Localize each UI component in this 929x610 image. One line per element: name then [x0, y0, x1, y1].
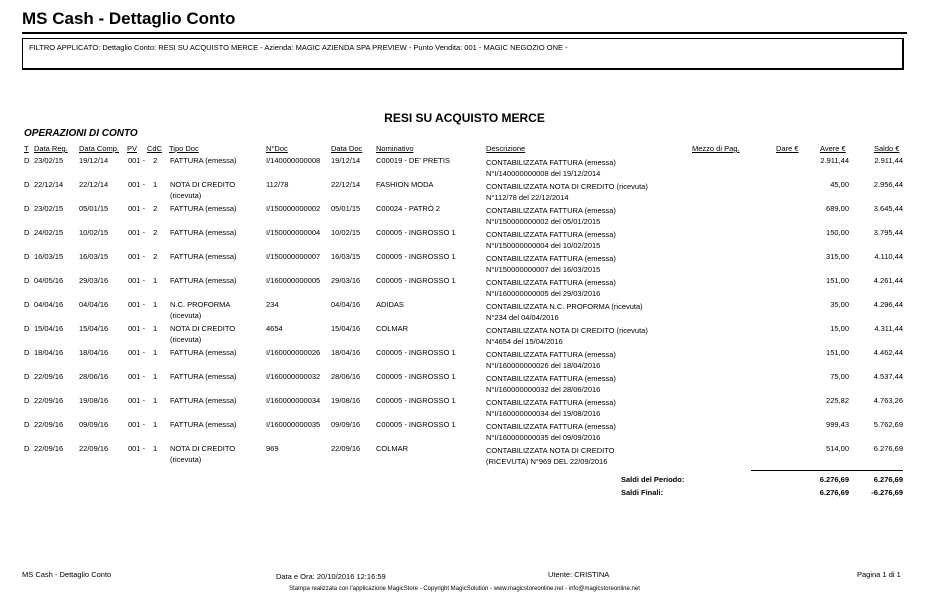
cell-descrizione: CONTABILIZZATA NOTA DI CREDITO (ricevuta): [486, 326, 648, 335]
footer-credit: Stampa realizzata con l'applicazione MagicStore - Copyright MagicSolution - www.magicstoreonline.net - info@magicstoreonline.net: [289, 586, 640, 592]
cell-cdc: 2: [153, 156, 158, 165]
cell-tipo-doc: FATTURA (emessa): [170, 420, 237, 429]
cell-pv: 001 -: [128, 324, 146, 333]
cell-avere: 45,00: [830, 180, 849, 189]
cell-data-doc: 22/12/14: [331, 180, 361, 189]
cell-avere: 35,00: [830, 300, 849, 309]
cell-data-comp: 18/04/16: [79, 348, 109, 357]
cell-descrizione-2: (RICEVUTA) N°969 DEL 22/09/2016: [486, 457, 608, 466]
cell-ndoc: 234: [266, 300, 279, 309]
cell-cdc: 1: [153, 300, 158, 309]
footer-report-name: MS Cash - Dettaglio Conto: [22, 570, 112, 579]
cell-t: D: [24, 204, 30, 213]
cell-descrizione: CONTABILIZZATA NOTA DI CREDITO (ricevuta): [486, 182, 648, 191]
cell-avere: 150,00: [826, 228, 849, 237]
col-header-dare: Dare €: [776, 144, 799, 153]
cell-data-reg: 22/09/16: [34, 396, 64, 405]
cell-data-comp: 28/06/16: [79, 372, 109, 381]
cell-nominativo: C00005 - INGROSSO 1: [376, 348, 456, 357]
cell-ndoc: I/160000000034: [266, 396, 321, 405]
cell-cdc: 1: [153, 324, 158, 333]
cell-data-reg: 22/12/14: [34, 180, 64, 189]
cell-tipo-doc: FATTURA (emessa): [170, 252, 237, 261]
cell-descrizione: CONTABILIZZATA FATTURA (emessa): [486, 374, 616, 383]
cell-data-reg: 16/03/15: [34, 252, 64, 261]
col-header-cdc: CdC: [147, 144, 163, 153]
col-header-descrizione: Descrizione: [486, 144, 526, 153]
cell-data-comp: 10/02/15: [79, 228, 109, 237]
cell-tipo-doc-2: (ricevuta): [170, 311, 202, 320]
cell-avere: 514,00: [826, 444, 849, 453]
filter-text: FILTRO APPLICATO: Dettaglio Conto: RESI SU ACQUISTO MERCE - Azienda: MAGIC AZIENDA SPA PREVIEW - Punto Vendita: 001 - MAGIC NEGOZIO ONE -: [29, 43, 568, 52]
cell-ndoc: 4654: [266, 324, 283, 333]
cell-pv: 001 -: [128, 348, 146, 357]
cell-avere: 999,43: [826, 420, 849, 429]
cell-t: D: [24, 348, 30, 357]
cell-ndoc: I/140000000008: [266, 156, 321, 165]
cell-cdc: 1: [153, 276, 158, 285]
cell-tipo-doc: FATTURA (emessa): [170, 348, 237, 357]
cell-saldo: 3.795,44: [873, 228, 903, 237]
col-header-data-doc: Data Doc: [331, 144, 363, 153]
cell-descrizione: CONTABILIZZATA FATTURA (emessa): [486, 230, 616, 239]
cell-tipo-doc: FATTURA (emessa): [170, 276, 237, 285]
cell-data-reg: 24/02/15: [34, 228, 64, 237]
cell-descrizione-2: N°234 del 04/04/2016: [486, 313, 559, 322]
cell-data-reg: 18/04/16: [34, 348, 64, 357]
cell-descrizione-2: N°I/160000000005 del 29/03/2016: [486, 289, 601, 298]
cell-ndoc: 969: [266, 444, 279, 453]
cell-descrizione: CONTABILIZZATA NOTA DI CREDITO: [486, 446, 615, 455]
cell-data-comp: 19/12/14: [79, 156, 109, 165]
cell-saldo: 4.763,26: [873, 396, 903, 405]
cell-data-reg: 23/02/15: [34, 156, 64, 165]
footer-page: Pagina 1 di 1: [857, 570, 901, 579]
cell-cdc: 1: [153, 396, 158, 405]
cell-descrizione-2: N°112/78 del 22/12/2014: [486, 193, 569, 202]
saldi-periodo-avere: 6.276,69: [819, 475, 849, 484]
cell-avere: 315,00: [826, 252, 849, 261]
cell-nominativo: C00024 - PATRÒ 2: [376, 204, 440, 213]
col-header-data-comp: Data Comp.: [79, 144, 120, 153]
cell-cdc: 1: [153, 444, 158, 453]
cell-data-reg: 04/04/16: [34, 300, 64, 309]
cell-nominativo: C00005 - INGROSSO 1: [376, 372, 456, 381]
cell-cdc: 1: [153, 372, 158, 381]
cell-descrizione: CONTABILIZZATA FATTURA (emessa): [486, 422, 616, 431]
cell-ndoc: I/160000000032: [266, 372, 321, 381]
cell-descrizione-2: N°I/160000000032 del 28/06/2016: [486, 385, 601, 394]
cell-pv: 001 -: [128, 228, 146, 237]
cell-t: D: [24, 444, 30, 453]
title-divider: [22, 32, 907, 34]
cell-descrizione-2: N°4654 del 15/04/2016: [486, 337, 563, 346]
cell-avere: 225,82: [826, 396, 849, 405]
cell-descrizione: CONTABILIZZATA N.C. PROFORMA (ricevuta): [486, 302, 643, 311]
cell-tipo-doc: N.C. PROFORMA: [170, 300, 231, 309]
cell-pv: 001 -: [128, 420, 146, 429]
cell-data-reg: 23/02/15: [34, 204, 64, 213]
cell-pv: 001 -: [128, 444, 146, 453]
cell-descrizione: CONTABILIZZATA FATTURA (emessa): [486, 206, 616, 215]
cell-avere: 689,00: [826, 204, 849, 213]
footer-datetime: Data e Ora: 20/10/2016 12:16:59: [276, 572, 386, 581]
cell-descrizione: CONTABILIZZATA FATTURA (emessa): [486, 350, 616, 359]
cell-data-reg: 15/04/16: [34, 324, 64, 333]
cell-cdc: 2: [153, 228, 158, 237]
cell-saldo: 3.645,44: [873, 204, 903, 213]
cell-descrizione-2: N°I/140000000008 del 19/12/2014: [486, 169, 601, 178]
filter-box: [22, 38, 904, 70]
cell-saldo: 2.956,44: [873, 180, 903, 189]
cell-data-doc: 05/01/15: [331, 204, 361, 213]
cell-pv: 001 -: [128, 372, 146, 381]
cell-ndoc: I/150000000004: [266, 228, 321, 237]
cell-nominativo: COLMAR: [376, 324, 409, 333]
col-header-data-reg: Data Reg.: [34, 144, 68, 153]
cell-data-doc: 10/02/15: [331, 228, 361, 237]
cell-cdc: 1: [153, 180, 158, 189]
cell-nominativo: C00005 - INGROSSO 1: [376, 420, 456, 429]
cell-data-doc: 22/09/16: [331, 444, 361, 453]
cell-descrizione-2: N°I/160000000026 del 18/04/2016: [486, 361, 601, 370]
cell-data-comp: 04/04/16: [79, 300, 109, 309]
cell-data-doc: 19/12/14: [331, 156, 361, 165]
saldi-periodo-label: Saldi del Periodo:: [621, 475, 685, 484]
cell-tipo-doc: FATTURA (emessa): [170, 396, 237, 405]
cell-tipo-doc: FATTURA (emessa): [170, 204, 237, 213]
cell-descrizione-2: N°I/150000000004 del 10/02/2015: [486, 241, 601, 250]
cell-saldo: 4.261,44: [873, 276, 903, 285]
col-header-ndoc: N°Doc: [266, 144, 288, 153]
cell-data-doc: 28/06/16: [331, 372, 361, 381]
cell-descrizione: CONTABILIZZATA FATTURA (emessa): [486, 278, 616, 287]
cell-t: D: [24, 180, 30, 189]
saldi-finali-avere: 6.276,69: [819, 488, 849, 497]
cell-data-comp: 16/03/15: [79, 252, 109, 261]
cell-t: D: [24, 324, 30, 333]
cell-descrizione-2: N°I/150000000002 del 05/01/2015: [486, 217, 601, 226]
cell-data-comp: 05/01/15: [79, 204, 109, 213]
saldi-finali-saldo: -6.276,69: [871, 488, 903, 497]
cell-tipo-doc: NOTA DI CREDITO: [170, 324, 236, 333]
cell-cdc: 1: [153, 420, 158, 429]
cell-ndoc: I/150000000007: [266, 252, 321, 261]
cell-cdc: 2: [153, 252, 158, 261]
totals-divider: [751, 470, 903, 471]
cell-data-reg: 22/09/16: [34, 420, 64, 429]
cell-nominativo: ADIDAS: [376, 300, 404, 309]
cell-avere: 75,00: [830, 372, 849, 381]
cell-saldo: 4.537,44: [873, 372, 903, 381]
cell-t: D: [24, 396, 30, 405]
cell-ndoc: I/160000000035: [266, 420, 321, 429]
cell-saldo: 4.311,44: [874, 324, 903, 333]
cell-data-comp: 15/04/16: [79, 324, 109, 333]
cell-data-comp: 09/09/16: [79, 420, 109, 429]
cell-avere: 15,00: [830, 324, 849, 333]
cell-ndoc: 112/78: [266, 180, 289, 189]
cell-pv: 001 -: [128, 204, 146, 213]
col-header-nominativo: Nominativo: [376, 144, 414, 153]
cell-ndoc: I/160000000005: [266, 276, 321, 285]
cell-cdc: 2: [153, 204, 158, 213]
cell-descrizione: CONTABILIZZATA FATTURA (emessa): [486, 254, 616, 263]
cell-saldo: 6.276,69: [873, 444, 903, 453]
cell-nominativo: FASHION MODA: [376, 180, 434, 189]
cell-tipo-doc: NOTA DI CREDITO: [170, 180, 236, 189]
cell-ndoc: I/160000000026: [266, 348, 321, 357]
section-title: OPERAZIONI DI CONTO: [24, 128, 138, 139]
col-header-t: T: [24, 144, 29, 153]
cell-saldo: 4.296,44: [873, 300, 903, 309]
cell-avere: 2.911,44: [820, 156, 849, 165]
cell-cdc: 1: [153, 348, 158, 357]
cell-descrizione-2: N°I/150000000007 del 16/03/2015: [486, 265, 601, 274]
cell-saldo: 2.911,44: [874, 156, 903, 165]
cell-descrizione: CONTABILIZZATA FATTURA (emessa): [486, 158, 616, 167]
cell-t: D: [24, 156, 30, 165]
cell-nominativo: C00005 - INGROSSO 1: [376, 228, 456, 237]
cell-t: D: [24, 372, 30, 381]
cell-nominativo: C00005 - INGROSSO 1: [376, 396, 456, 405]
cell-saldo: 4.462,44: [873, 348, 903, 357]
col-header-tipo-doc: Tipo Doc: [169, 144, 199, 153]
cell-t: D: [24, 228, 30, 237]
cell-nominativo: C00019 - DE' PRETIS: [376, 156, 450, 165]
cell-pv: 001 -: [128, 156, 146, 165]
cell-tipo-doc: NOTA DI CREDITO: [170, 444, 236, 453]
cell-pv: 001 -: [128, 252, 146, 261]
report-title: RESI SU ACQUISTO MERCE: [384, 111, 545, 125]
saldi-periodo-saldo: 6.276,69: [873, 475, 903, 484]
cell-data-doc: 18/04/16: [331, 348, 361, 357]
cell-t: D: [24, 420, 30, 429]
page-title: MS Cash - Dettaglio Conto: [22, 9, 236, 28]
col-header-mezzo: Mezzo di Pag.: [692, 144, 740, 153]
cell-tipo-doc: FATTURA (emessa): [170, 156, 237, 165]
cell-data-doc: 19/08/16: [331, 396, 361, 405]
cell-avere: 151,00: [826, 348, 849, 357]
cell-descrizione-2: N°I/160000000034 del 19/08/2016: [486, 409, 601, 418]
cell-data-doc: 09/09/16: [331, 420, 361, 429]
cell-t: D: [24, 276, 30, 285]
cell-tipo-doc-2: (ricevuta): [170, 335, 202, 344]
cell-data-doc: 16/03/15: [331, 252, 361, 261]
cell-data-doc: 04/04/16: [331, 300, 361, 309]
cell-nominativo: C00005 - INGROSSO 1: [376, 252, 456, 261]
cell-descrizione: CONTABILIZZATA FATTURA (emessa): [486, 398, 616, 407]
cell-data-doc: 15/04/16: [331, 324, 361, 333]
cell-data-reg: 22/09/16: [34, 444, 64, 453]
cell-nominativo: COLMAR: [376, 444, 409, 453]
cell-data-comp: 29/03/16: [79, 276, 109, 285]
cell-data-reg: 04/05/16: [34, 276, 64, 285]
cell-tipo-doc-2: (ricevuta): [170, 191, 202, 200]
col-header-pv: PV: [127, 144, 138, 153]
cell-pv: 001 -: [128, 276, 146, 285]
cell-nominativo: C00005 - INGROSSO 1: [376, 276, 456, 285]
cell-avere: 151,00: [826, 276, 849, 285]
col-header-avere: Avere €: [820, 144, 846, 153]
cell-pv: 001 -: [128, 396, 146, 405]
saldi-finali-label: Saldi Finali:: [621, 488, 664, 497]
cell-ndoc: I/150000000002: [266, 204, 321, 213]
cell-data-doc: 29/03/16: [331, 276, 361, 285]
cell-data-comp: 22/09/16: [79, 444, 109, 453]
col-header-saldo: Saldo €: [874, 144, 900, 153]
cell-t: D: [24, 300, 30, 309]
cell-tipo-doc: FATTURA (emessa): [170, 228, 237, 237]
cell-tipo-doc-2: (ricevuta): [170, 455, 202, 464]
cell-data-comp: 22/12/14: [79, 180, 109, 189]
footer-user: Utente: CRISTINA: [548, 570, 610, 579]
cell-data-reg: 22/09/16: [34, 372, 64, 381]
cell-pv: 001 -: [128, 300, 146, 309]
cell-data-comp: 19/08/16: [79, 396, 109, 405]
cell-pv: 001 -: [128, 180, 146, 189]
cell-saldo: 5.762,69: [873, 420, 903, 429]
cell-saldo: 4.110,44: [874, 252, 903, 261]
cell-descrizione-2: N°I/160000000035 del 09/09/2016: [486, 433, 601, 442]
cell-t: D: [24, 252, 30, 261]
cell-tipo-doc: FATTURA (emessa): [170, 372, 237, 381]
